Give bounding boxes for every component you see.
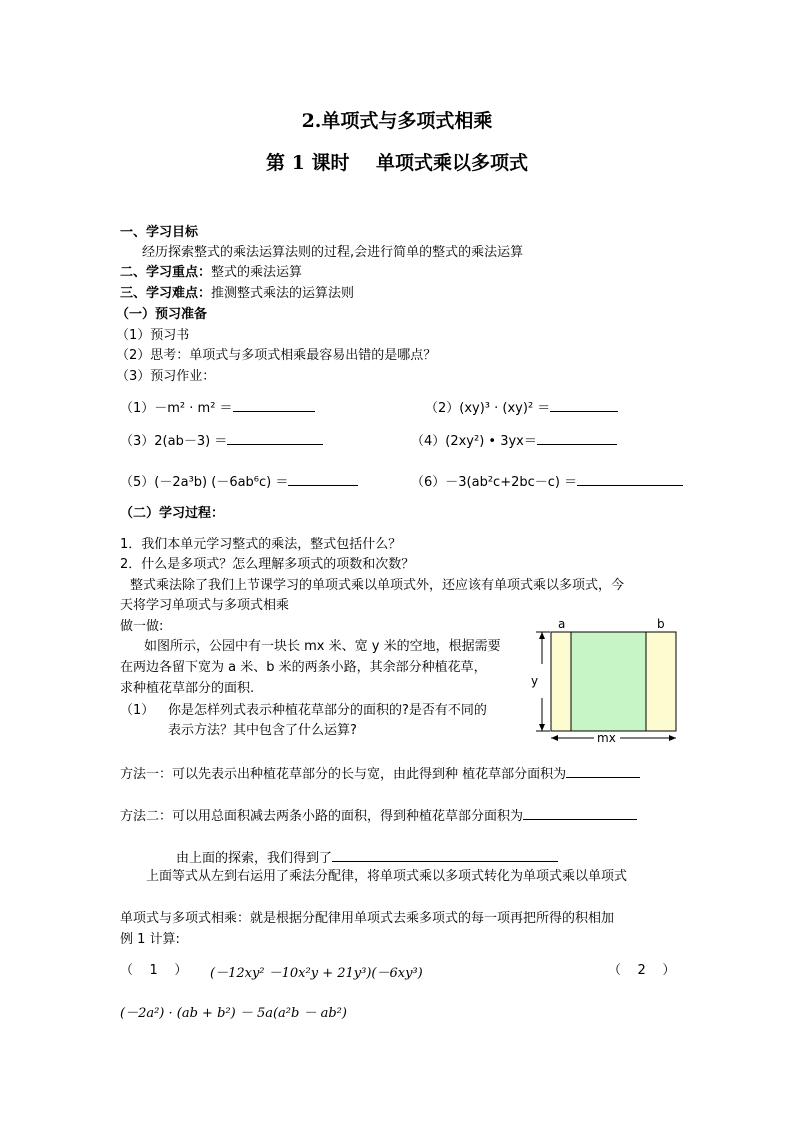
y-arrowhead-top bbox=[539, 632, 545, 639]
exercise-4-text: （4）(2xy²) • 3yx＝ bbox=[411, 434, 537, 449]
exercise-2-text: （2）(xy)³ · (xy)² ＝ bbox=[425, 401, 551, 416]
intro-line-2: 天将学习单项式与多项式相乘 bbox=[120, 598, 290, 613]
question-2: 2．什么是多项式？怎么理解多项式的项数和次数？ bbox=[120, 557, 415, 572]
example-1-number: （ 1 ） bbox=[120, 963, 188, 978]
process-heading: （二）学习过程： bbox=[120, 506, 225, 521]
method-2-blank[interactable] bbox=[523, 806, 637, 820]
section-objectives-text: 经历探索整式的乘法运算法则的过程,会进行简单的整式的乘法运算 bbox=[142, 245, 524, 260]
mx-arrowhead-right bbox=[669, 735, 676, 741]
method-1 bbox=[120, 764, 640, 784]
path-a bbox=[551, 632, 571, 731]
difficulty-text: 推测整式乘法的运算法则 bbox=[211, 286, 355, 301]
page-title: 2.单项式与多项式相乘 bbox=[301, 110, 493, 132]
path-b bbox=[646, 632, 676, 731]
preview-item-3: （3）预习作业： bbox=[116, 369, 216, 384]
try-heading: 做一做: bbox=[120, 619, 164, 634]
example-2-number: （ 2 ） bbox=[608, 963, 676, 978]
label-b: b bbox=[657, 617, 665, 631]
example-1-expression: (－12xy² －10x²y + 21y³)(－6xy³) bbox=[210, 966, 423, 981]
mx-arrowhead-left bbox=[551, 735, 558, 741]
method-1-text: 方法一：可以先表示出种植花草部分的长与宽，由此得到种 植花草部分面积为 bbox=[120, 767, 567, 782]
exercise-1-text: （1）－m² · m² ＝ bbox=[120, 401, 233, 416]
exercise-4-blank[interactable] bbox=[537, 431, 617, 445]
difficulty-label: 三、学习难点： bbox=[120, 286, 212, 301]
example-heading: 例 1 计算: bbox=[120, 932, 180, 947]
method-2-text: 方法二：可以用总面积减去两条小路的面积，得到种植花草部分面积为 bbox=[120, 809, 524, 824]
label-y: y bbox=[531, 674, 539, 688]
rule-statement: 单项式与多项式相乘：就是根据分配律用单项式去乘多项式的每一项再把所得的积相加 bbox=[120, 911, 615, 926]
try-line-3: 求种植花草部分的面积. bbox=[120, 681, 255, 696]
preview-item-2: （2）思考：单项式与多项式相乘最容易出错的是哪点？ bbox=[116, 348, 437, 363]
intro-line-1: 整式乘法除了我们上节课学习的单项式乘以单项式外，还应该有单项式乘以多项式，今 bbox=[130, 578, 625, 593]
exercise-5 bbox=[120, 472, 358, 492]
exercise-1-blank[interactable] bbox=[233, 398, 315, 412]
exercise-1 bbox=[120, 398, 315, 418]
park-diagram bbox=[528, 614, 684, 746]
keypoint-text: 整式的乘法运算 bbox=[211, 265, 303, 280]
try-line-1: 如图所示，公园中有一块长 mx 米、宽 y 米的空地，根据需要 bbox=[144, 639, 501, 654]
derived-line bbox=[176, 848, 558, 868]
keypoint-label: 二、学习重点： bbox=[120, 265, 212, 280]
page-subtitle: 第 1 课时 单项式乘以多项式 bbox=[266, 152, 528, 174]
exercise-4 bbox=[411, 431, 617, 451]
preview-heading: （一）预习准备 bbox=[116, 307, 208, 322]
try-line-2: 在两边各留下宽为 a 米、b 米的两条小路，其余部分种植花草， bbox=[120, 660, 487, 675]
preview-item-1: （1）预习书 bbox=[116, 328, 190, 343]
distributive-law: 上面等式从左到右运用了乘法分配律，将单项式乘以多项式转化为单项式乘以单项式 bbox=[146, 869, 628, 884]
exercise-2-blank[interactable] bbox=[550, 398, 618, 412]
exercise-3-text: （3）2(ab－3) ＝ bbox=[120, 434, 228, 449]
exercise-2 bbox=[425, 398, 618, 418]
flower-bed bbox=[571, 632, 646, 731]
section-keypoint bbox=[120, 264, 302, 282]
example-2-expression: (－2a²) · (ab + b²) － 5a(a²b － ab²) bbox=[120, 1006, 347, 1021]
section-difficulty bbox=[120, 285, 354, 303]
exercise-6 bbox=[411, 472, 683, 492]
method-2 bbox=[120, 806, 637, 826]
derived-text: 由上面的探索，我们得到了 bbox=[176, 851, 333, 866]
derived-blank[interactable] bbox=[332, 848, 558, 862]
exercise-5-text: （5）(－2a³b) (－6ab⁶c) ＝ bbox=[120, 475, 289, 490]
exercise-3-blank[interactable] bbox=[227, 431, 323, 445]
try-question-line-1: 你是怎样列式表示种植花草部分的面积的?是否有不同的 bbox=[168, 703, 487, 718]
try-question-line-2: 表示方法？其中包含了什么运算? bbox=[168, 723, 357, 738]
try-question-number: （1） bbox=[120, 703, 155, 718]
exercise-3 bbox=[120, 431, 323, 451]
y-arrowhead-bottom bbox=[539, 724, 545, 731]
exercise-5-blank[interactable] bbox=[288, 472, 358, 486]
exercise-6-blank[interactable] bbox=[577, 472, 683, 486]
exercise-6-text: （6）－3(ab²c+2bc－c) ＝ bbox=[411, 475, 578, 490]
question-1: 1．我们本单元学习整式的乘法，整式包括什么？ bbox=[120, 537, 402, 552]
method-1-blank[interactable] bbox=[566, 764, 640, 778]
label-a: a bbox=[558, 617, 566, 631]
section-objectives-heading: 一、学习目标 bbox=[120, 225, 199, 240]
label-mx: mx bbox=[597, 731, 616, 745]
